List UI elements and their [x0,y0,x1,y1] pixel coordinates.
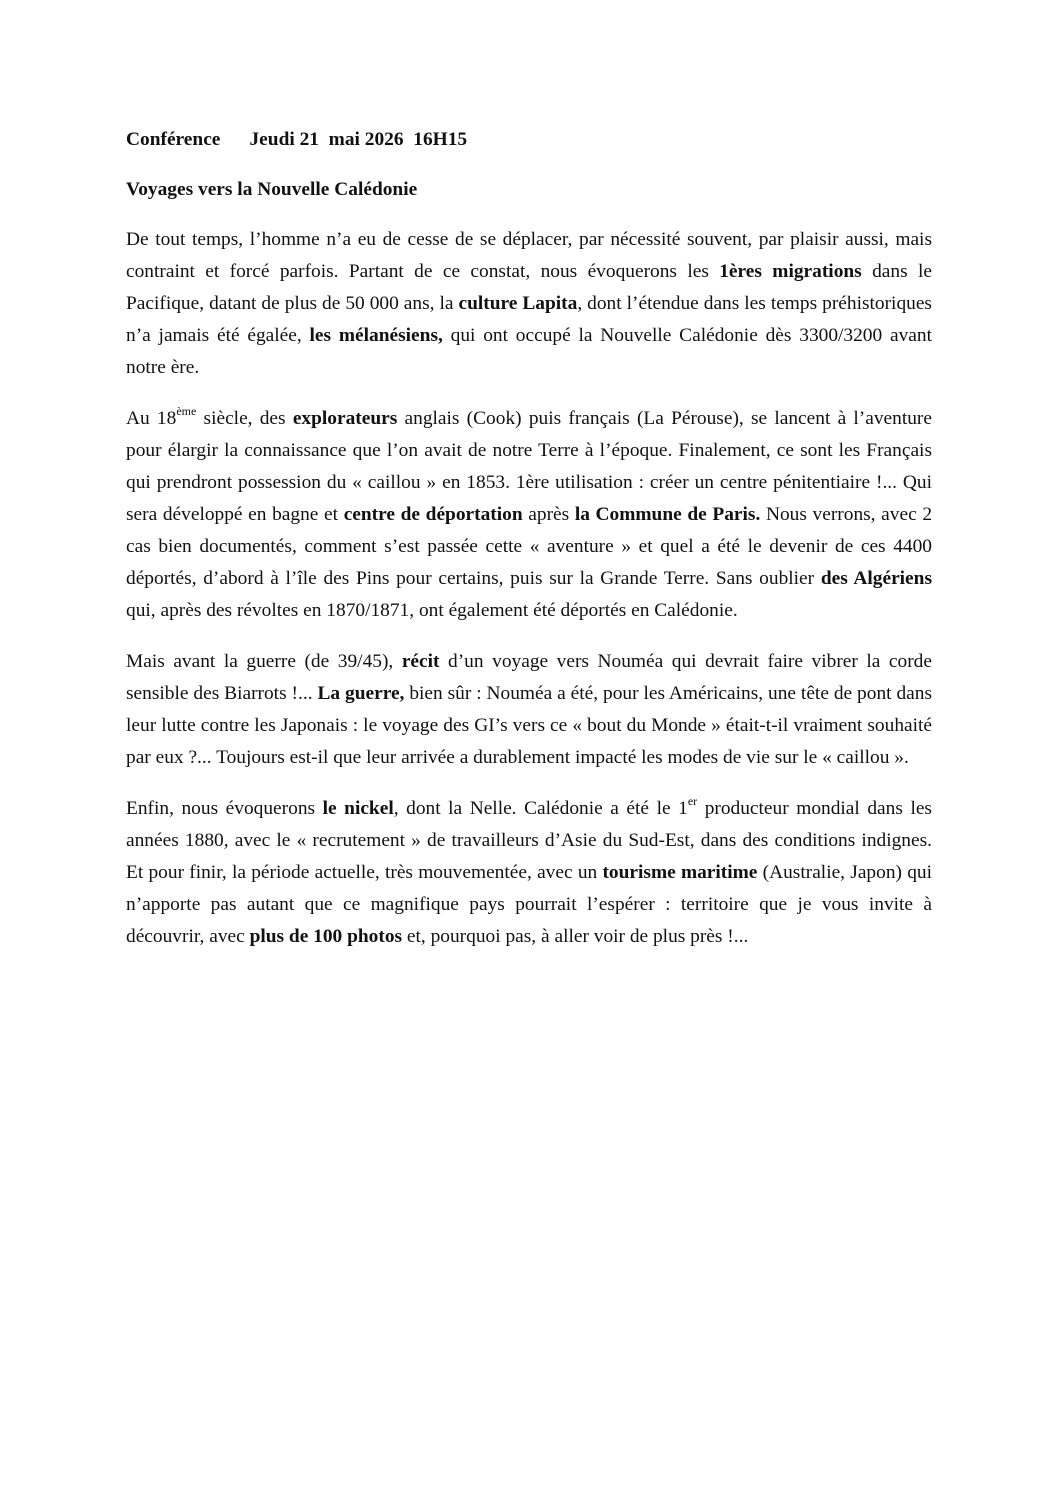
body-text: qui, après des révoltes en 1870/1871, ont également été déportés en Calédonie. [126,600,738,621]
body-text: (Australie, Japon) qui n’apporte pas autant que ce magnifique pays pourrait l’espérer : territoire que je vous invite à découvrir, avec [126,862,932,947]
emphasis-text: centre de déportation [343,504,523,525]
paragraph-nickel [126,793,932,953]
body-text: d’un voyage vers Nouméa qui devrait faire vibrer la corde sensible des Biarrots !... [126,651,932,704]
emphasis-text: des Algériens [820,568,932,589]
emphasis-text: la Commune de Paris. [574,504,761,525]
body-text: , dont la Nelle. Calédonie a été le 1 [393,798,688,819]
emphasis-text: tourisme maritime [602,862,758,883]
body-text: De tout temps, l’homme n’a eu de cesse de se déplacer, par nécessité souvent, par plaisir aussi, mais contraint et forcé parfois. Partant de ce constat, nous évoquerons les [126,229,932,282]
conference-date-heading: Conférence Jeudi 21 mai 2026 16H15 [126,129,468,150]
paragraph-migrations [126,224,932,384]
body-text: Mais avant la guerre (de 39/45), [126,651,402,672]
paragraph-explorers [126,403,932,627]
body-text: producteur mondial dans les années 1880, avec le « recrutement » de travailleurs d’Asie du Sud-Est, dans des conditions indignes. Et pour finir, la période actuelle, très mouvementée, avec un [126,798,932,883]
emphasis-text: plus de 100 photos [249,926,403,947]
paragraph-war [126,646,932,774]
body-text: bien sûr : Nouméa a été, pour les Américains, une tête de pont dans leur lutte contre les Japonais : le voyage des GI’s vers ce « bout du Monde » était-t-il vraiment souhaité par eux ?... Toujours est-il que leur arrivée a durablement impacté les modes de vie sur le « caillou ». [126,683,932,768]
emphasis-text: les mélanésiens, [309,325,443,346]
body-text: Nous verrons, avec 2 cas bien documentés, comment s’est passée cette « aventure » et quel a été le devenir de ces 4400 déportés, d’abord à l’île des Pins pour certains, puis sur la Grande Terre. Sans oublier [126,504,933,589]
body-text: Enfin, nous évoquerons [126,798,323,819]
body-text: anglais (Cook) puis français (La Pérouse), se lancent à l’aventure pour élargir la connaissance que l’on avait de notre Terre à l’époque. Finalement, ce sont les Français qui prendront possession du « caillou » en 1853. 1ère utilisation : créer un centre pénitentiaire !... Qui sera développé en bagne et [126,408,932,525]
body-text: qui ont occupé la Nouvelle Calédonie dès 3300/3200 avant notre ère. [126,325,932,378]
superscript-text: er [687,794,698,808]
body-text: siècle, des [196,408,293,429]
emphasis-text: 1ères migrations [719,261,862,282]
emphasis-text: culture Lapita [458,293,578,314]
conference-title: Voyages vers la Nouvelle Calédonie [126,179,418,200]
emphasis-text: le nickel [322,798,394,819]
superscript-text: ème [176,404,197,418]
body-text: et, pourquoi pas, à aller voir de plus près !... [402,926,749,947]
body-text: après [522,504,575,525]
emphasis-text: récit [401,651,440,672]
emphasis-text: La guerre, [317,683,405,704]
body-text: , dont l’étendue dans les temps préhistoriques n’a jamais été égalée, [126,293,932,346]
body-text: Au 18 [126,408,177,429]
body-text: dans le Pacifique, datant de plus de 50 000 ans, la [126,261,932,314]
emphasis-text: explorateurs [292,408,398,429]
document-body [126,124,932,972]
